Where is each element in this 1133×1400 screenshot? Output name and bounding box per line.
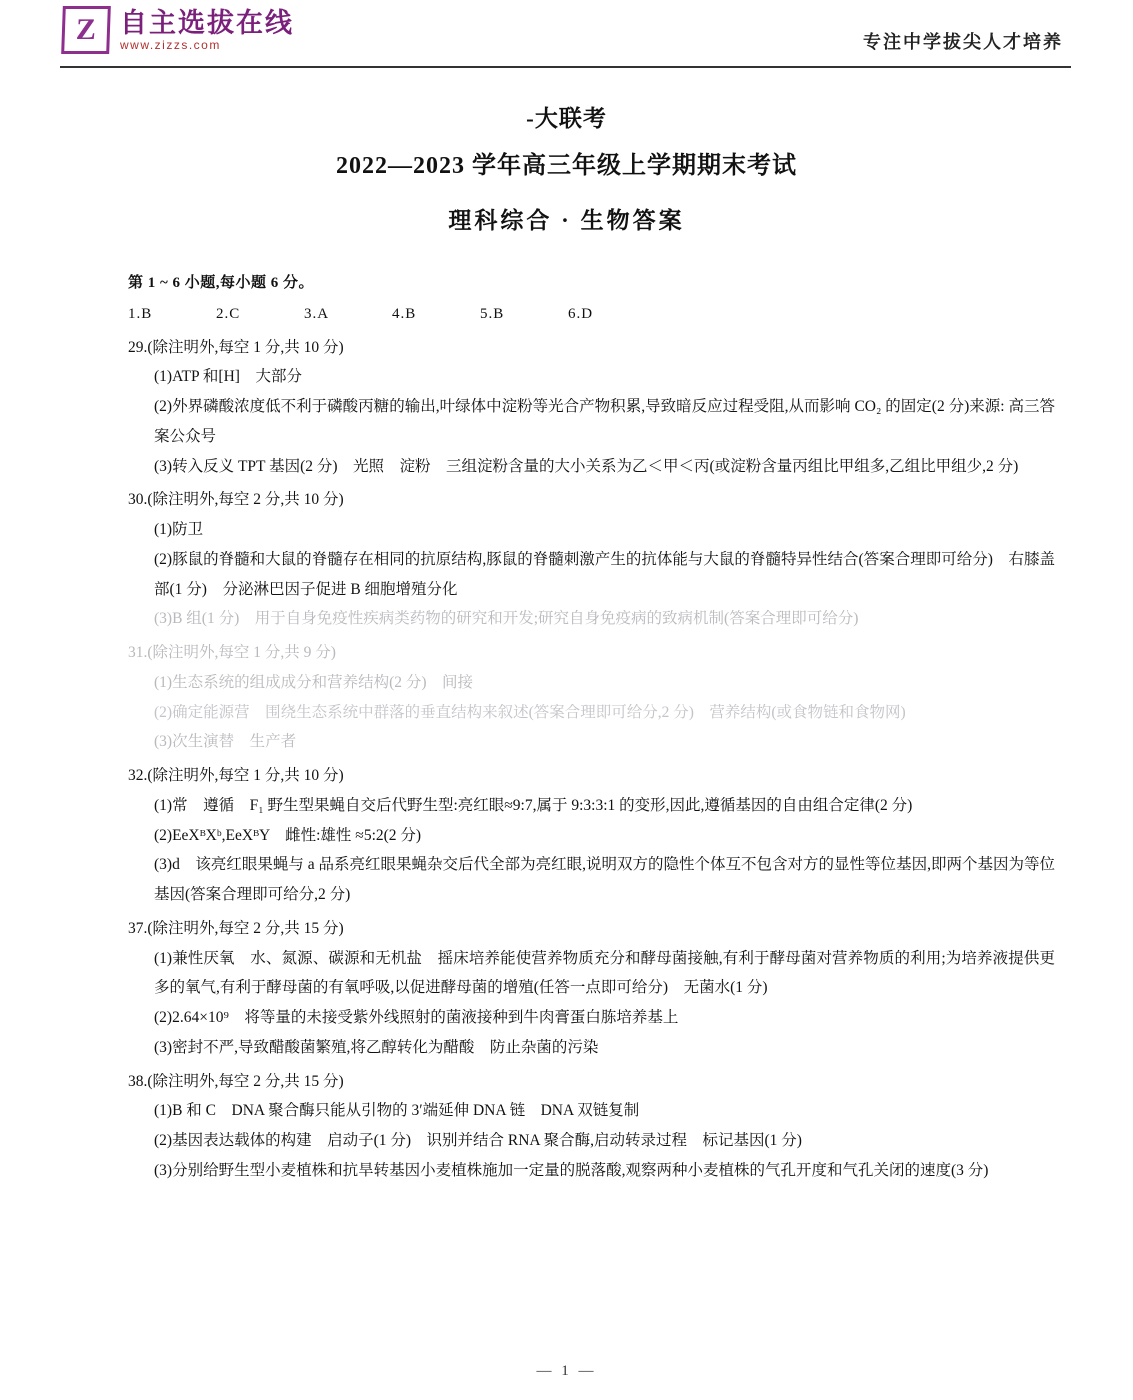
question-heading: 29.(除注明外,每空 1 分,共 10 分) (128, 338, 344, 356)
question-item: (1)B 和 C DNA 聚合酶只能从引物的 3′端延伸 DNA 链 DNA 双链复制 (154, 1102, 640, 1120)
exam-series-title: -大联考 (526, 106, 607, 131)
question-item: (1)生态系统的组成成分和营养结构(2 分) 间接 (154, 673, 474, 691)
mc-answer: 6.D (568, 305, 594, 322)
question-heading: 37.(除注明外,每空 2 分,共 15 分) (128, 919, 344, 937)
question-heading: 32.(除注明外,每空 1 分,共 10 分) (128, 767, 344, 785)
multiple-choice-lead: 第 1 ~ 6 小题,每小题 6 分。 (128, 275, 315, 291)
question-heading: 38.(除注明外,每空 2 分,共 15 分) (128, 1072, 344, 1090)
site-logo (62, 6, 294, 54)
multiple-choice-answers (128, 300, 1055, 329)
question-block-30 (128, 485, 1055, 634)
answer-content (128, 269, 1055, 1186)
question-item: (1)防卫 (154, 521, 204, 539)
question-item: (1)常 遵循 F₁ 野生型果蝇自交后代野生型:亮红眼≈9:7,属于 9:3:3:1 的变形,因此,遵循基因的自由组合定律(2 分) (154, 796, 913, 814)
question-item: (3)分别给野生型小麦植株和抗旱转基因小麦植株施加一定量的脱落酸,观察两种小麦植株的气孔开度和气孔关闭的速度(3 分) (154, 1161, 989, 1179)
question-item: (1)ATP 和[H] 大部分 (154, 368, 302, 386)
question-block-31 (128, 638, 1055, 757)
header-slogan: 专注中学拔尖人才培养 (863, 32, 1063, 52)
page-header (0, 0, 1133, 72)
question-heading: 31.(除注明外,每空 1 分,共 9 分) (128, 644, 336, 662)
mc-answer: 1.B (128, 305, 153, 322)
logo-title: 自主选拔在线 (120, 7, 294, 38)
document-title-block (0, 100, 1133, 235)
exam-name-title: 2022—2023 学年高三年级上学期期末考试 (336, 153, 797, 179)
question-item: (2)确定能源营 围绕生态系统中群落的垂直结构来叙述(答案合理即可给分,2 分) 营养结构(或食物链和食物网) (154, 703, 906, 721)
mc-answer: 3.A (304, 305, 330, 322)
question-item: (3)次生演替 生产者 (154, 733, 297, 751)
question-item: (3)d 该亮红眼果蝇与 a 品系亮红眼果蝇杂交后代全部为亮红眼,说明双方的隐性个体互不包含对方的显性等位基因,即两个基因为等位基因(答案合理即可给分,2 分) (154, 856, 1055, 904)
question-item: (2)2.64×10⁹ 将等量的未接受紫外线照射的菌液接种到牛肉膏蛋白胨培养基上 (154, 1009, 679, 1027)
logo-website: www.zizzs.com (120, 37, 221, 52)
question-item: (3)B 组(1 分) 用于自身免疫性疾病类药物的研究和开发;研究自身免疫病的致病机制(答案合理即可给分) (154, 610, 859, 628)
logo-mark-letter: Z (75, 13, 97, 46)
question-item: (3)转入反义 TPT 基因(2 分) 光照 淀粉 三组淀粉含量的大小关系为乙＜甲＜丙(或淀粉含量丙组比甲组多,乙组比甲组少,2 分) (154, 457, 1019, 475)
mc-answer: 5.B (480, 305, 505, 322)
logo-text (120, 9, 294, 52)
question-item: (2)EeXᴮXᵇ,EeXᴮY 雌性:雄性 ≈5:2(2 分) (154, 826, 422, 844)
question-block-29 (128, 333, 1055, 482)
question-heading: 30.(除注明外,每空 2 分,共 10 分) (128, 491, 344, 509)
page-number: — 1 — (536, 1363, 597, 1379)
question-block-32 (128, 761, 1055, 910)
question-item: (3)密封不严,导致醋酸菌繁殖,将乙醇转化为醋酸 防止杂菌的污染 (154, 1038, 599, 1056)
mc-answer: 4.B (392, 305, 417, 322)
question-item: (2)豚鼠的脊髓和大鼠的脊髓存在相同的抗原结构,豚鼠的脊髓刺激产生的抗体能与大鼠的脊髓特异性结合(答案合理即可给分) 右膝盖部(1 分) 分泌淋巴因子促进 B 细胞增殖分化 (154, 550, 1055, 598)
subject-title: 理科综合 · 生物答案 (448, 208, 685, 233)
question-item: (2)基因表达载体的构建 启动子(1 分) 识别并结合 RNA 聚合酶,启动转录过程 标记基因(1 分) (154, 1132, 802, 1150)
question-item: (2)外界磷酸浓度低不利于磷酸丙糖的输出,叶绿体中淀粉等光合产物积累,导致暗反应过程受阻,从而影响 CO₂ 的固定(2 分)来源: 高三答案公众号 (154, 398, 1055, 445)
logo-z-icon (61, 6, 111, 54)
question-block-37 (128, 914, 1055, 1063)
header-divider (60, 66, 1071, 68)
question-item: (1)兼性厌氧 水、氮源、碳源和无机盐 摇床培养能使营养物质充分和酵母菌接触,有利于酵母菌对营养物质的利用;为培养液提供更多的氧气,有利于酵母菌的有氧呼吸,以促进酵母菌的增殖(任答一点即可给分) 无菌水(1 分) (154, 949, 1055, 997)
question-block-38 (128, 1067, 1055, 1186)
mc-answer: 2.C (216, 305, 241, 322)
